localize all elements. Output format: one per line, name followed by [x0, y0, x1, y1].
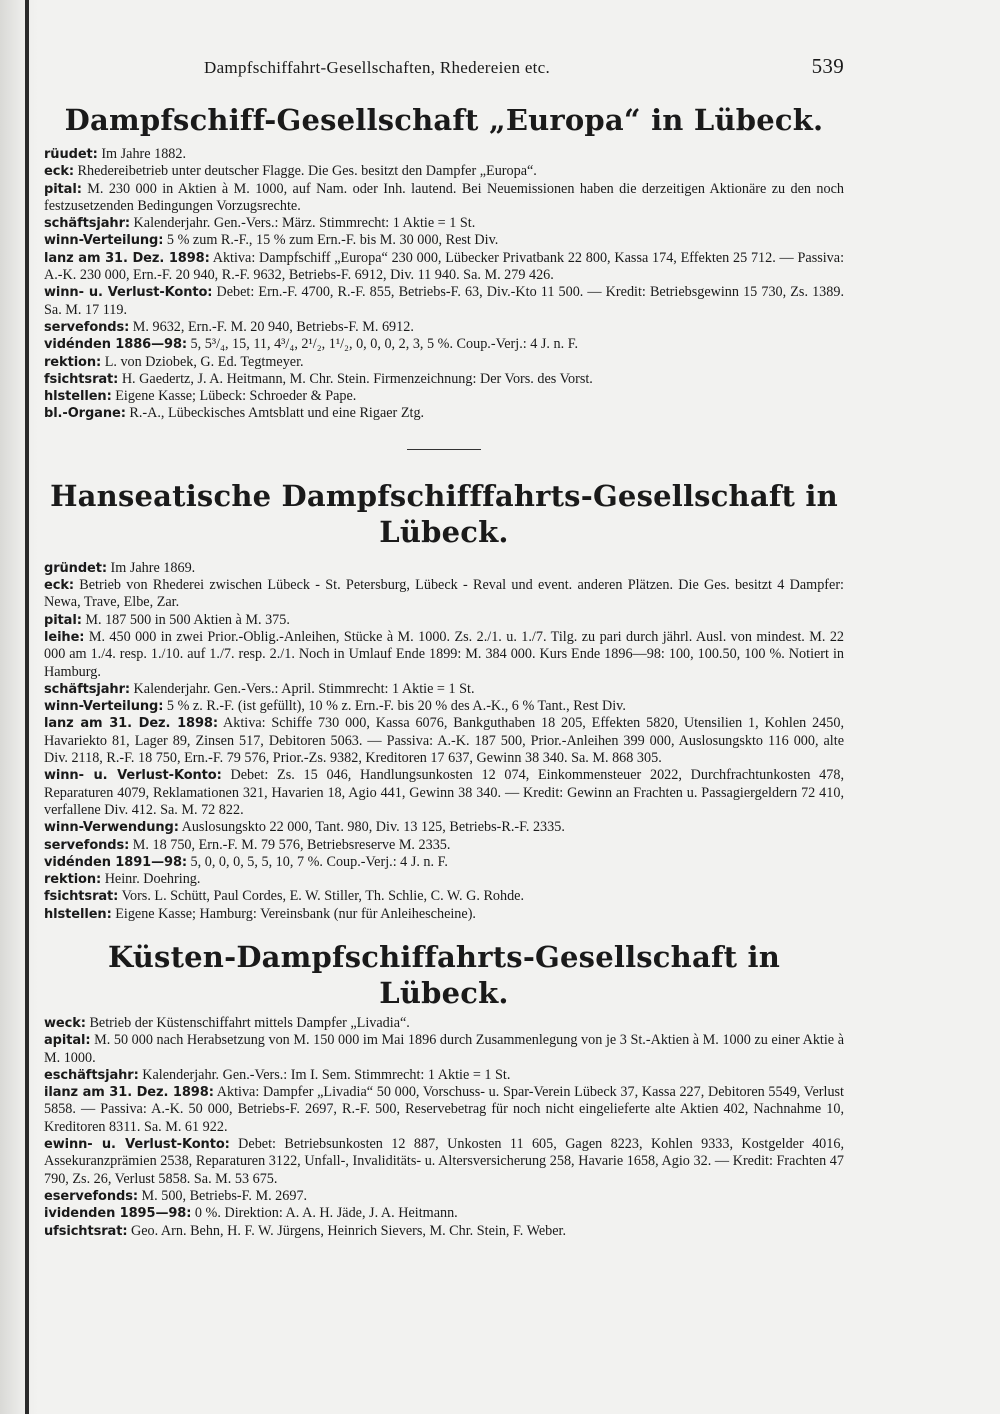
- entry-dividenden: [44, 1205, 844, 1222]
- entry-kapital: [44, 612, 844, 629]
- entry-kapital: [44, 1032, 844, 1067]
- entry-kapital: [44, 181, 844, 216]
- entry-aufsichtsrat: [44, 371, 844, 388]
- entry-key: eck:: [44, 164, 74, 180]
- section-divider: [407, 449, 481, 450]
- entry-text: M. 450 000 in zwei Prior.-Oblig.-Anleihen, Stücke à M. 1000. Zs. 2./1. u. 1./7. Tilg. zu pari durch jährl. Ausl. von mindest. M. 22 000 am 1./4. resp. 1./10. auf 1./7. resp. 2./1. Noch in Umlauf Ende 1899: M. 384 000. Kurs Ende 1896—98: 100, 100.50, 100 %. Notiert in Hamburg.: [44, 628, 845, 680]
- entry-key: hlstellen:: [44, 906, 112, 922]
- entry-text: 5 % z. R.-F. (ist gefüllt), 10 % z. Ern.-F. bis 20 % des A.-K., 6 % Tant., Rest Div.: [166, 698, 626, 715]
- entry-text: M. 230 000 in Aktien à M. 1000, auf Nam. oder Inh. lautend. Bei Neuemissionen haben die derzeitigen Aktionäre zu den noch festzusetzenden Bedingungen Vorzugsrechte.: [44, 180, 844, 214]
- entry-text: L. von Dziobek, G. Ed. Tegtmeyer.: [104, 353, 304, 370]
- entry-key: eservefonds:: [44, 1188, 138, 1204]
- company-title: Dampfschiff-Gesellschaft „Europa“ in Lübeck.: [64, 103, 824, 137]
- entry-text: 5 % zum R.-F., 15 % zum Ern.-F. bis M. 30 000, Rest Div.: [166, 232, 499, 249]
- entry-text: Kalenderjahr. Gen.-Vers.: April. Stimmrecht: 1 Aktie = 1 St.: [133, 680, 475, 697]
- entry-text: Vors. L. Schütt, Paul Cordes, E. W. Stiller, Th. Schlie, C. W. G. Rohde.: [121, 888, 525, 905]
- entry-key: pital:: [44, 181, 82, 197]
- entry-text: M. 50 000 nach Herabsetzung von M. 150 000 im Mai 1896 durch Zusammenlegung von je 3 St.-Aktien à M. 1000 zu einer Aktie à M. 1000.: [44, 1032, 844, 1066]
- entry-text: Auslosungskto 22 000, Tant. 980, Div. 13 125, Betriebs-R.-F. 2335.: [181, 819, 565, 836]
- entry-text: Rhedereibetrieb unter deutscher Flagge. Die Ges. besitzt den Dampfer „Europa“.: [77, 163, 537, 180]
- entry-text: Kalenderjahr. Gen.-Vers.: März. Stimmrecht: 1 Aktie = 1 St.: [133, 215, 476, 232]
- entry-key: eck:: [44, 578, 74, 594]
- entry-key: winn-Verteilung:: [44, 233, 164, 249]
- entry-bilanz: [44, 250, 844, 285]
- entry-text: Betrieb von Rhederei zwischen Lübeck - St. Petersburg, Lübeck - Reval und event. anderen Plätzen. Die Ges. besitzt 4 Dampfer: Newa, Trave, Elbe, Zar.: [44, 577, 844, 611]
- entry-key: schäftsjahr:: [44, 681, 130, 697]
- entry-key: bl.-Organe:: [44, 406, 126, 422]
- entry-text: M. 187 500 in 500 Aktien à M. 375.: [85, 611, 290, 628]
- entry-zweck: [44, 163, 844, 180]
- binding-edge: [25, 0, 29, 1414]
- entry-key: servefonds:: [44, 319, 130, 335]
- entry-text: M. 9632, Ern.-F. M. 20 940, Betriebs-F. M. 6912.: [132, 318, 414, 335]
- entry-text: Heinr. Doehring.: [104, 871, 201, 888]
- entry-text: M. 18 750, Ern.-F. M. 79 576, Betriebsreserve M. 2335.: [132, 836, 451, 853]
- entry-key: gründet:: [44, 560, 107, 576]
- entry-key: leihe:: [44, 629, 85, 645]
- entry-key: eschäftsjahr:: [44, 1067, 139, 1083]
- entry-bilanz: [44, 1084, 844, 1136]
- entry-key: rektion:: [44, 872, 102, 888]
- entry-zweck: [44, 577, 844, 612]
- entry-blatt-organe: [44, 405, 844, 422]
- entry-geschaeftsjahr: [44, 215, 844, 232]
- entry-key: lanz am 31. Dez. 1898:: [44, 250, 210, 266]
- entry-text: H. Gaedertz, J. A. Heitmann, M. Chr. Stein. Firmenzeichnung: Der Vors. des Vorst.: [121, 370, 593, 387]
- entry-gewinn-verteilung: [44, 232, 844, 249]
- entry-key: weck:: [44, 1015, 86, 1031]
- entry-key: ividenden 1895—98:: [44, 1206, 192, 1222]
- entry-text: 5, 0, 0, 0, 5, 5, 10, 7 %. Coup.-Verj.: 4 J. n. F.: [190, 853, 448, 870]
- entry-reservefonds: [44, 319, 844, 336]
- entry-text: Eigene Kasse; Lübeck: Schroeder & Pape.: [115, 388, 357, 405]
- entry-anleihe: [44, 629, 844, 681]
- entry-reservefonds: [44, 837, 844, 854]
- entry-direktion: [44, 354, 844, 371]
- company-kuesten: [44, 939, 844, 1240]
- entry-text: 0 %. Direktion: A. A. H. Jäde, J. A. Heitmann.: [194, 1205, 458, 1222]
- company-title: Hanseatische Dampfschifffahrts-Gesellschaft in Lübeck.: [50, 478, 838, 549]
- company-title: Küsten-Dampfschiffahrts-Gesellschaft in Lübeck.: [107, 939, 781, 1010]
- entry-zweck: [44, 1015, 844, 1032]
- entry-text: Kalenderjahr. Gen.-Vers.: Im I. Sem. Stimmrecht: 1 Aktie = 1 St.: [142, 1066, 511, 1083]
- entry-text: Im Jahre 1869.: [110, 559, 196, 576]
- entry-key: fsichtsrat:: [44, 371, 119, 387]
- entry-bilanz: [44, 715, 844, 767]
- entry-geschaeftsjahr: [44, 681, 844, 698]
- entry-key: ilanz am 31. Dez. 1898:: [44, 1085, 214, 1101]
- entry-text: Debet: Betriebsunkosten 12 887, Unkosten 11 605, Gagen 8223, Kohlen 9333, Kostgelder 4016, Assekuranzprämien 2538, Reparaturen 3122, Unfall-, Invaliditäts- u. Altersversicherung 258, Havarie 1658, Agio 32. — Kredit: Frachten 47 790, Zs. 26, Verlust 5858. Sa. M. 53 675.: [44, 1136, 845, 1187]
- page-number: 539: [811, 54, 844, 78]
- entry-key: winn- u. Verlust-Konto:: [44, 768, 222, 784]
- entry-zahlstellen: [44, 906, 844, 923]
- entry-key: vidénden 1886—98:: [44, 337, 187, 353]
- entry-key: fsichtsrat:: [44, 889, 119, 905]
- running-head-title: Dampfschiffahrt-Gesellschaften, Rhedereien etc.: [204, 58, 551, 77]
- scan-gutter: [0, 0, 38, 1414]
- entry-key: vidénden 1891—98:: [44, 854, 187, 870]
- running-head: [44, 48, 844, 82]
- entry-key: apital:: [44, 1033, 91, 1049]
- entry-text: Aktiva: Dampfschiff „Europa“ 230 000, Lübecker Privatbank 22 800, Kassa 174, Effekten 25 712. — Passiva: A.-K. 230 000, Ern.-F. 20 940, R.-F. 9632, Betriebs-F. 6912, Div. 11 940. Sa. M. 279 426.: [44, 249, 845, 284]
- entry-text: 5, 5³/₄, 15, 11, 4³/₄, 2¹/₂, 1¹/₂, 0, 0, 0, 2, 3, 5 %. Coup.-Verj.: 4 J. n. F.: [190, 336, 578, 353]
- entry-gewinn-verlust-konto: [44, 767, 844, 819]
- entry-aufsichtsrat: [44, 1223, 844, 1240]
- entry-text: Eigene Kasse; Hamburg: Vereinsbank (nur für Anleihescheine).: [115, 905, 476, 922]
- entry-key: rüudet:: [44, 147, 98, 162]
- entry-key: servefonds:: [44, 837, 130, 853]
- company-hanseatische: [44, 478, 844, 923]
- entry-dividenden: [44, 854, 844, 871]
- entry-key: schäftsjahr:: [44, 216, 130, 232]
- entry-gewinn-verlust-konto: [44, 284, 844, 319]
- entry-geschaeftsjahr: [44, 1067, 844, 1084]
- entry-text: Aktiva: Dampfer „Livadia“ 50 000, Vorschuss- u. Spar-Verein Lübeck 37, Kassa 227, Debitoren 5549, Verlust 5858. — Passiva: A.-K. 50 000, Betriebs-F. 2697, R.-F. 500, Reservebetrag für noch nicht eingelieferte alte Aktien 402, Nachnahme 10, Kreditoren 8311. Sa. M. 61 922.: [44, 1084, 844, 1135]
- entry-gewinn-verlust-konto: [44, 1136, 844, 1188]
- entry-text: Aktiva: Schiffe 730 000, Kassa 6076, Bankguthaben 18 205, Effekten 5820, Utensilien 1, Kohlen 2450, Havariekto 81, Lager 89, Zinsen 517, Debitoren 5063. — Passiva: A.-K. 187 500, Prior.-Anleihen 399 000, Auslosungskto 116 000, alte Div. 2118, R.-F. 18 750, Ern.-F. 79 576, Prior.-Zs. 9382, Kreditoren 17 637, Gewinn 38 340. Sa. M. 868 305.: [44, 715, 844, 767]
- entry-gegruendet: [44, 560, 844, 577]
- entry-key: lanz am 31. Dez. 1898:: [44, 716, 218, 732]
- entry-key: winn- u. Verlust-Konto:: [44, 285, 213, 301]
- entry-text: R.-A., Lübeckisches Amtsblatt und eine Rigaer Ztg.: [129, 405, 425, 422]
- entry-text: Geo. Arn. Behn, H. F. W. Jürgens, Heinrich Sievers, M. Chr. Stein, F. Weber.: [130, 1222, 567, 1239]
- entry-zahlstellen: [44, 388, 844, 405]
- entry-text: Im Jahre 1882.: [101, 146, 187, 162]
- entry-text: Betrieb der Küstenschiffahrt mittels Dampfer „Livadia“.: [89, 1014, 410, 1031]
- entry-direktion: [44, 871, 844, 888]
- entry-key: winn-Verwendung:: [44, 820, 179, 836]
- page: [44, 48, 844, 1240]
- entry-gegruendet: [44, 146, 844, 163]
- company-europa: [44, 102, 844, 423]
- entry-key: ufsichtsrat:: [44, 1223, 128, 1239]
- entry-key: winn-Verteilung:: [44, 699, 164, 715]
- entry-key: pital:: [44, 612, 82, 628]
- entry-key: rektion:: [44, 354, 102, 370]
- entry-key: ewinn- u. Verlust-Konto:: [44, 1137, 230, 1153]
- entry-text: M. 500, Betriebs-F. M. 2697.: [141, 1187, 308, 1204]
- entry-key: hlstellen:: [44, 389, 112, 405]
- entry-text: Debet: Ern.-F. 4700, R.-F. 855, Betriebs-F. 63, Div.-Kto 11 500. — Kredit: Betriebsgewinn 15 730, Zs. 1389. Sa. M. 17 119.: [44, 284, 844, 318]
- entry-aufsichtsrat: [44, 888, 844, 905]
- entry-text: Debet: Zs. 15 046, Handlungsunkosten 12 074, Einkommensteuer 2022, Durchfrachtunkosten 478, Reparaturen 4079, Reklamationen 321, Havarien 18, Agio 441, Gewinn 38 340. — Kredit: Gewinn an Frachten u. Passagiergeldern 72 410, verfallene Div. 412. Sa. M. 72 822.: [44, 767, 844, 818]
- entry-gewinn-verwendung: [44, 819, 844, 836]
- entry-reservefonds: [44, 1188, 844, 1205]
- entry-dividenden: [44, 336, 844, 353]
- entry-gewinn-verteilung: [44, 698, 844, 715]
